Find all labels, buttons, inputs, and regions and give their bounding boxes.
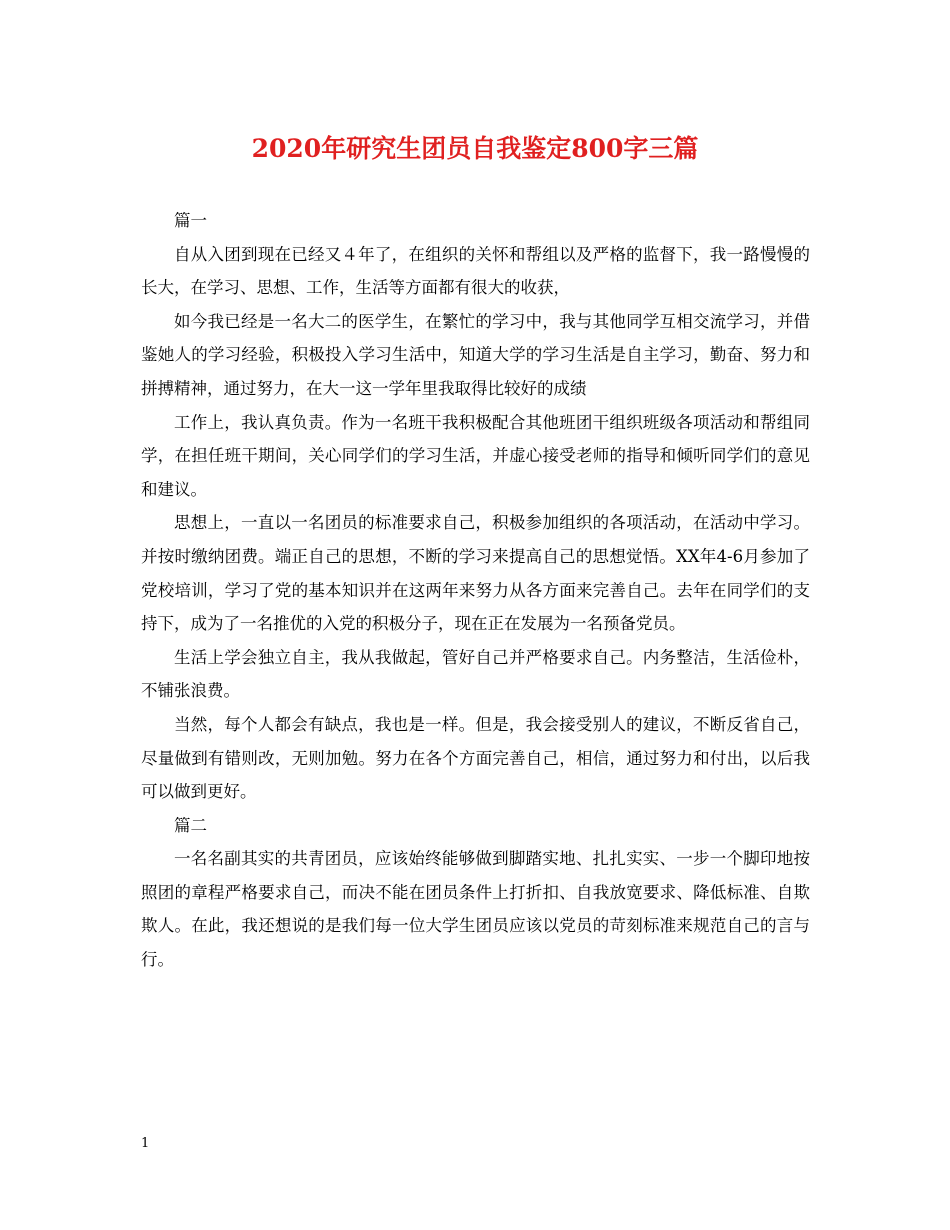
section-heading: 篇一 xyxy=(174,211,207,230)
section-heading: 篇二 xyxy=(174,815,207,835)
paragraph: 自从入团到现在已经又４年了，在组织的关怀和帮组以及严格的监督下，我一路慢慢的长大，在学习、思想、工作，生活等方面都有很大的收获， xyxy=(141,244,810,298)
document-title: 2020年研究生团员自我鉴定800字三篇 xyxy=(251,134,699,163)
paragraph: 一名名副其实的共青团员，应该始终能够做到脚踏实地、扎扎实实、一步一个脚印地按照团的章程严格要求自己，而决不能在团员条件上打折扣、自我放宽要求、降低标准、自欺欺人。在此，我还想说的是我们每一位大学生团员应该以党员的苛刻标准来规范自己的言与行。 xyxy=(141,849,810,970)
document-body xyxy=(141,204,810,977)
paragraph: 如今我已经是一名大二的医学生，在繁忙的学习中，我与其他同学互相交流学习，并借鉴她人的学习经验，积极投入学习生活中，知道大学的学习生活是自主学习，勤奋、努力和拼搏精神，通过努力，在大一这一学年里我取得比较好的成绩 xyxy=(141,311,810,398)
paragraph: 工作上，我认真负责。作为一名班干我积极配合其他班团干组织班级各项活动和帮组同学，在担任班干期间，关心同学们的学习生活，并虚心接受老师的指导和倾听同学们的意见和建议。 xyxy=(141,412,810,499)
paragraph: 思想上，一直以一名团员的标准要求自己，积极参加组织的各项活动，在活动中学习。并按时缴纳团费。端正自己的思想，不断的学习来提高自己的思想觉悟。XX年4-6月参加了党校培训，学习了党的基本知识并在这两年来努力从各方面来完善自己。去年在同学们的支持下，成为了一名推优的入党的积极分子，现在正在发展为一名预备党员。 xyxy=(141,513,810,634)
paragraph: 当然，每个人都会有缺点，我也是一样。但是，我会接受别人的建议，不断反省自己，尽量做到有错则改，无则加勉。努力在各个方面完善自己，相信，通过努力和付出，以后我可以做到更好。 xyxy=(141,714,810,802)
paragraph: 生活上学会独立自主，我从我做起，管好自己并严格要求自己。内务整洁，生活俭朴，不铺张浪费。 xyxy=(141,647,810,701)
page-number: 1 xyxy=(141,1136,150,1151)
